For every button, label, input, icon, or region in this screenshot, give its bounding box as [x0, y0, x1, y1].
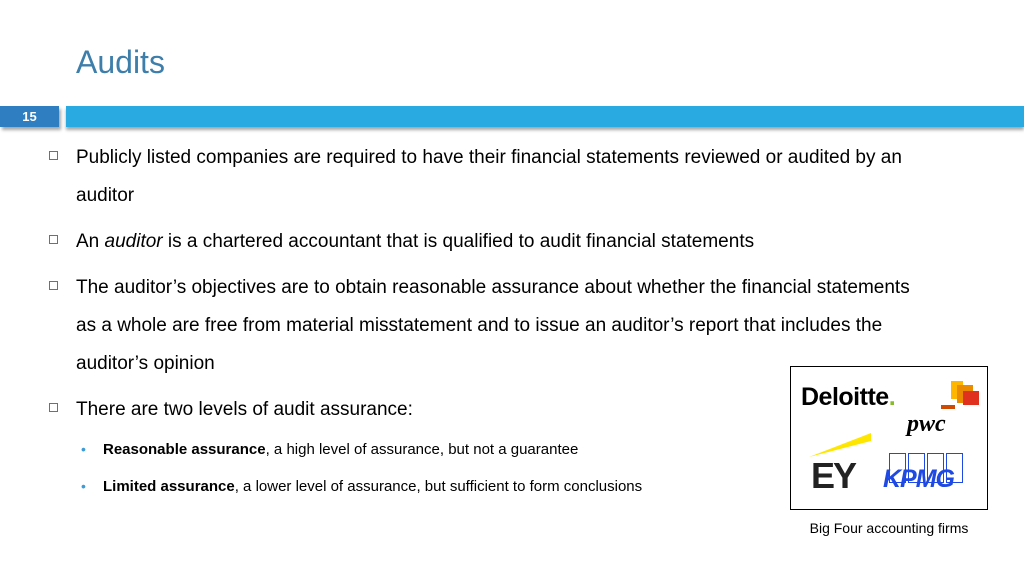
slide-title: Audits — [76, 44, 165, 80]
pwc-logo: pwc — [907, 411, 946, 437]
sub-bullet-2 — [81, 477, 783, 497]
dot-bullet-icon: • — [81, 478, 86, 494]
square-bullet-icon — [49, 403, 58, 412]
ey-logo: EY — [811, 455, 856, 496]
sub-bullet-1 — [81, 440, 783, 460]
deloitte-logo: Deloitte. — [801, 383, 896, 411]
bullet-2-emphasis: auditor — [104, 231, 163, 252]
sub-bullet-2-bold: Limited assurance — [103, 478, 235, 495]
bullet-2 — [76, 223, 926, 261]
kpmg-logo: KPMG — [883, 465, 954, 493]
slide-number: 15 — [0, 106, 59, 127]
bullet-1 — [76, 139, 926, 215]
big-four-logos-image — [790, 366, 988, 510]
square-bullet-icon — [49, 151, 58, 160]
bullet-2-suffix: is a chartered accountant that is qualified to audit financial statements — [162, 231, 755, 252]
bullet-3-text: The auditor’s objectives are to obtain reasonable assurance about whether the financial statements as a whole are free from material misstatement and to issue an auditor’s report that includes the auditor’s opinion — [76, 277, 910, 374]
sub-bullet-2-text: , a lower level of assurance, but sufficient to form conclusions — [234, 478, 643, 495]
pwc-blocks-icon — [939, 381, 981, 411]
bullet-2-prefix: An — [76, 231, 105, 252]
square-bullet-icon — [49, 281, 58, 290]
logos-caption: Big Four accounting firms — [809, 520, 969, 536]
bullet-1-text: Publicly listed companies are required to have their financial statements reviewed or audited by an auditor — [76, 147, 902, 206]
sub-bullet-1-bold: Reasonable assurance — [103, 441, 266, 458]
bullet-4-text: There are two levels of audit assurance: — [76, 399, 413, 420]
dot-bullet-icon: • — [81, 441, 86, 457]
title-divider-bar — [66, 106, 1024, 127]
square-bullet-icon — [49, 235, 58, 244]
sub-bullet-1-text: , a high level of assurance, but not a guarantee — [265, 441, 579, 458]
